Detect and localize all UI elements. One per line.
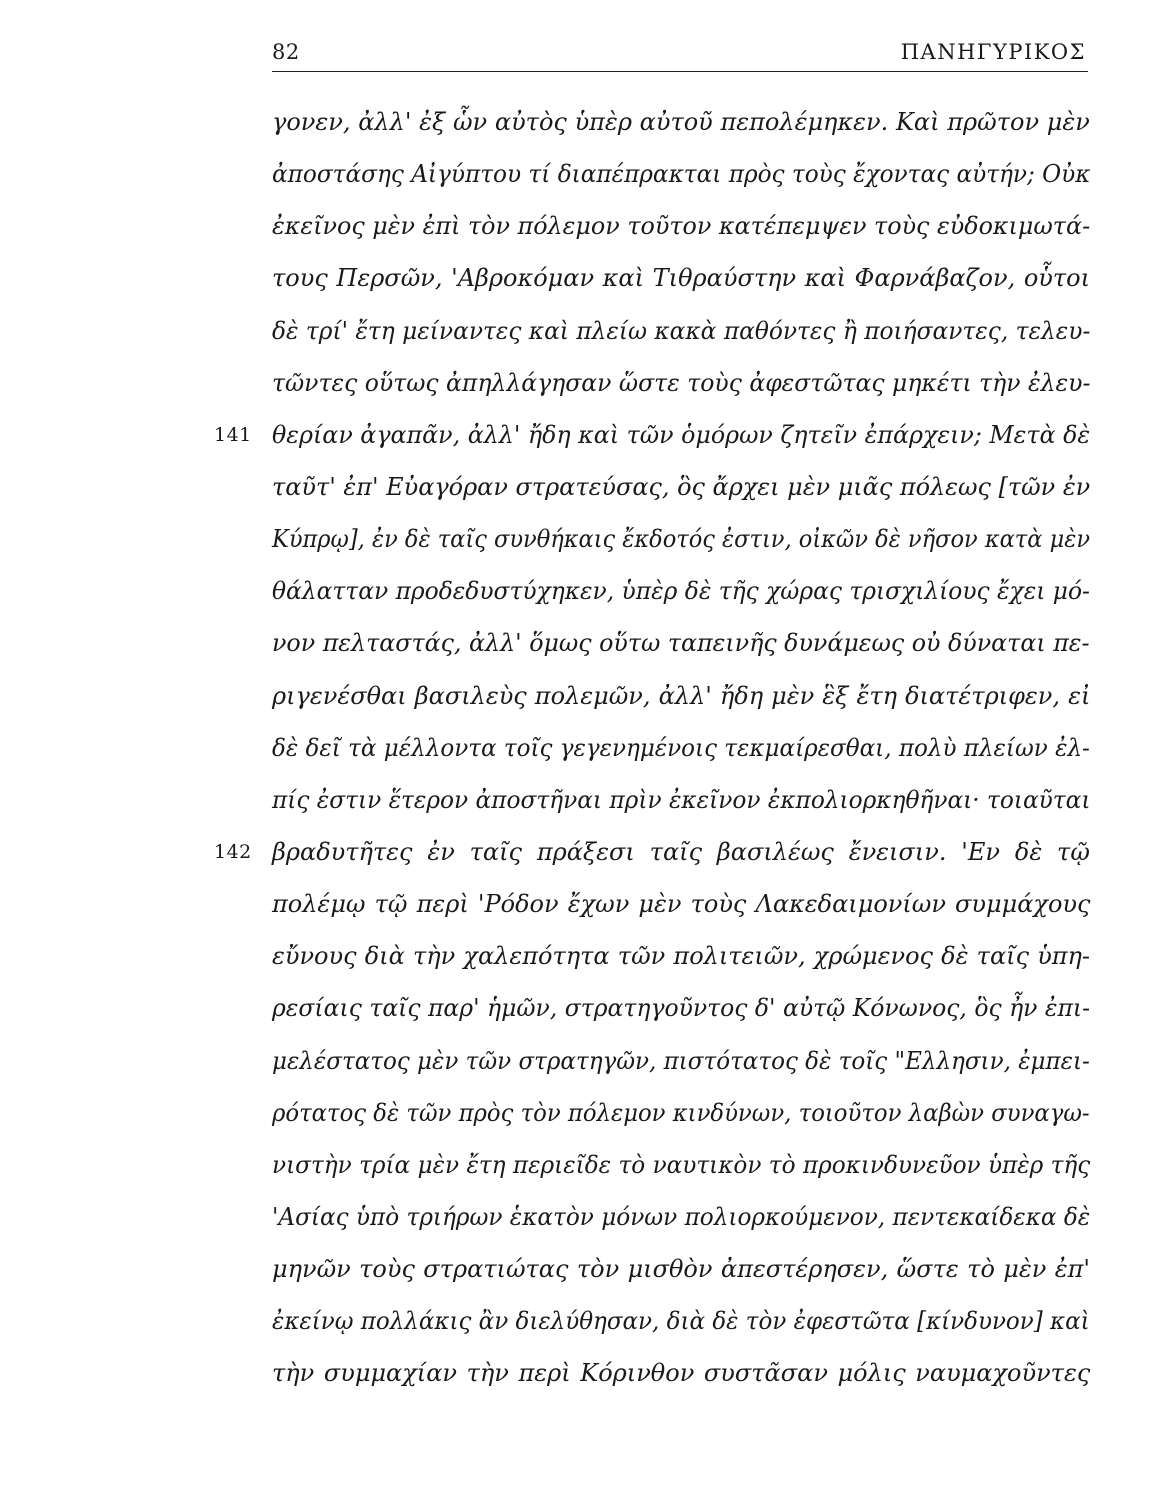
text-line [272, 1041, 1090, 1093]
text-line [272, 467, 1090, 519]
text-line [272, 623, 1090, 675]
line-text: νιστὴν τρία μὲν ἔτη περιεῖδε τὸ ναυτικὸν τὸ προκινδυνεῦον ὑπὲρ τῆς [272, 1150, 1091, 1179]
line-text: δὲ τρί' ἔτη μείναντες καὶ πλείω κακὰ παθόντες ἢ ποιήσαντες, τελευ- [272, 316, 1091, 345]
greek-text-body [214, 102, 1091, 1406]
text-line [214, 415, 1091, 467]
text-line [272, 102, 1090, 154]
line-text: ἀποστάσης Αἰγύπτου τί διαπέπρακται πρὸς τοὺς ἔχοντας αὐτήν; Οὐκ [272, 160, 1091, 189]
text-line [272, 206, 1090, 258]
section-number: 142 [214, 840, 252, 863]
line-text: Κύπρῳ], ἐν δὲ ταῖς συνθήκαις ἔκδοτός ἐστιν, οἰκῶν δὲ νῆσον κατὰ μὲν [272, 525, 1091, 554]
line-text: μελέστατος μὲν τῶν στρατηγῶν, πιστότατος δὲ τοῖς "Ελλησιν, ἐμπει- [272, 1046, 1090, 1075]
text-line [272, 363, 1090, 415]
text-line [272, 988, 1090, 1040]
header-rule [272, 71, 1088, 72]
text-line [272, 311, 1090, 363]
line-text: εὔνους διὰ τὴν χαλεπότητα τῶν πολιτειῶν, χρώμενος δὲ ταῖς ὑπη- [272, 942, 1091, 971]
line-text: θερίαν ἀγαπᾶν, ἀλλ' ἤδη καὶ τῶν ὁμόρων ζητεῖν ἐπάρχειν; Μετὰ δὲ [272, 420, 1091, 449]
line-text: ρότατος δὲ τῶν πρὸς τὸν πόλεμον κινδύνων, τοιοῦτον λαβὼν συναγω- [272, 1098, 1090, 1127]
line-text: ριγενέσθαι βασιλεὺς πολεμῶν, ἀλλ' ἤδη μὲν ἓξ ἔτη διατέτριφεν, εἰ [272, 681, 1091, 710]
line-text: ἐκεῖνος μὲν ἐπὶ τὸν πόλεμον τοῦτον κατέπεμψεν τοὺς εὐδοκιμωτά- [272, 212, 1091, 241]
text-line [272, 1197, 1090, 1249]
line-text: βραδυτῆτες ἐν ταῖς πράξεσι ταῖς βασιλέως ἔνεισιν. 'Εν δὲ τῷ [272, 837, 1090, 866]
line-text: ρεσίαις ταῖς παρ' ἡμῶν, στρατηγοῦντος δ' αὐτῷ Κόνωνος, ὃς ἦν ἐπι- [272, 994, 1091, 1023]
running-head [272, 40, 1086, 70]
line-text: πίς ἐστιν ἕτερον ἀποστῆναι πρὶν ἐκεῖνον ἐκπολιορκηθῆναι· τοιαῦται [272, 785, 1091, 814]
line-text: ἐκείνῳ πολλάκις ἂν διελύθησαν, διὰ δὲ τὸν ἐφεστῶτα [κίνδυνον] καὶ [272, 1307, 1090, 1336]
text-line [214, 832, 1090, 884]
line-text: γονεν, ἀλλ' ἐξ ὧν αὐτὸς ὑπὲρ αὐτοῦ πεπολέμηκεν. Καὶ πρῶτον μὲν [272, 108, 1090, 136]
line-text: πολέμῳ τῷ περὶ 'Ρόδον ἔχων μὲν τοὺς Λακεδαιμονίων συμμάχους [272, 890, 1091, 919]
text-line [272, 1249, 1090, 1301]
line-text: νον πελταστάς, ἀλλ' ὅμως οὕτω ταπεινῆς δυνάμεως οὐ δύναται πε- [272, 629, 1090, 658]
text-line [272, 780, 1090, 832]
page-header-title: ΠΑΝΗΓΥΡΙΚΟΣ [900, 40, 1086, 64]
text-line [272, 154, 1090, 206]
text-line [272, 258, 1090, 310]
text-line [272, 936, 1090, 988]
text-line [272, 519, 1090, 571]
line-text: 'Ασίας ὑπὸ τριήρων ἑκατὸν μόνων πολιορκούμενον, πεντεκαίδεκα δὲ [272, 1202, 1091, 1231]
text-line [272, 1145, 1090, 1197]
line-text: ταῦτ' ἐπ' Εὐαγόραν στρατεύσας, ὃς ἄρχει μὲν μιᾶς πόλεως [τῶν ἐν [272, 472, 1091, 501]
text-line [272, 676, 1090, 728]
section-number: 141 [214, 423, 252, 446]
page-number: 82 [272, 40, 300, 64]
text-line [272, 1301, 1090, 1353]
text-line [272, 1093, 1090, 1145]
line-text: μηνῶν τοὺς στρατιώτας τὸν μισθὸν ἀπεστέρησεν, ὥστε τὸ μὲν ἐπ' [272, 1255, 1091, 1284]
line-text: δὲ δεῖ τὰ μέλλοντα τοῖς γεγενημένοις τεκμαίρεσθαι, πολὺ πλείων ἐλ- [272, 733, 1090, 762]
text-line [272, 1353, 1090, 1405]
line-text: τῶντες οὕτως ἀπηλλάγησαν ὥστε τοὺς ἀφεστῶτας μηκέτι τὴν ἐλευ- [272, 368, 1091, 397]
text-line [272, 571, 1090, 623]
line-text: τὴν συμμαχίαν τὴν περὶ Κόρινθον συστᾶσαν μόλις ναυμαχοῦντες [272, 1359, 1091, 1388]
text-line [272, 884, 1090, 936]
line-text: τους Περσῶν, 'Αβροκόμαν καὶ Τιθραύστην καὶ Φαρνάβαζον, οὗτοι [272, 264, 1091, 293]
text-line [272, 728, 1090, 780]
line-text: θάλατταν προδεδυστύχηκεν, ὑπὲρ δὲ τῆς χώρας τρισχιλίους ἔχει μό- [272, 577, 1090, 606]
